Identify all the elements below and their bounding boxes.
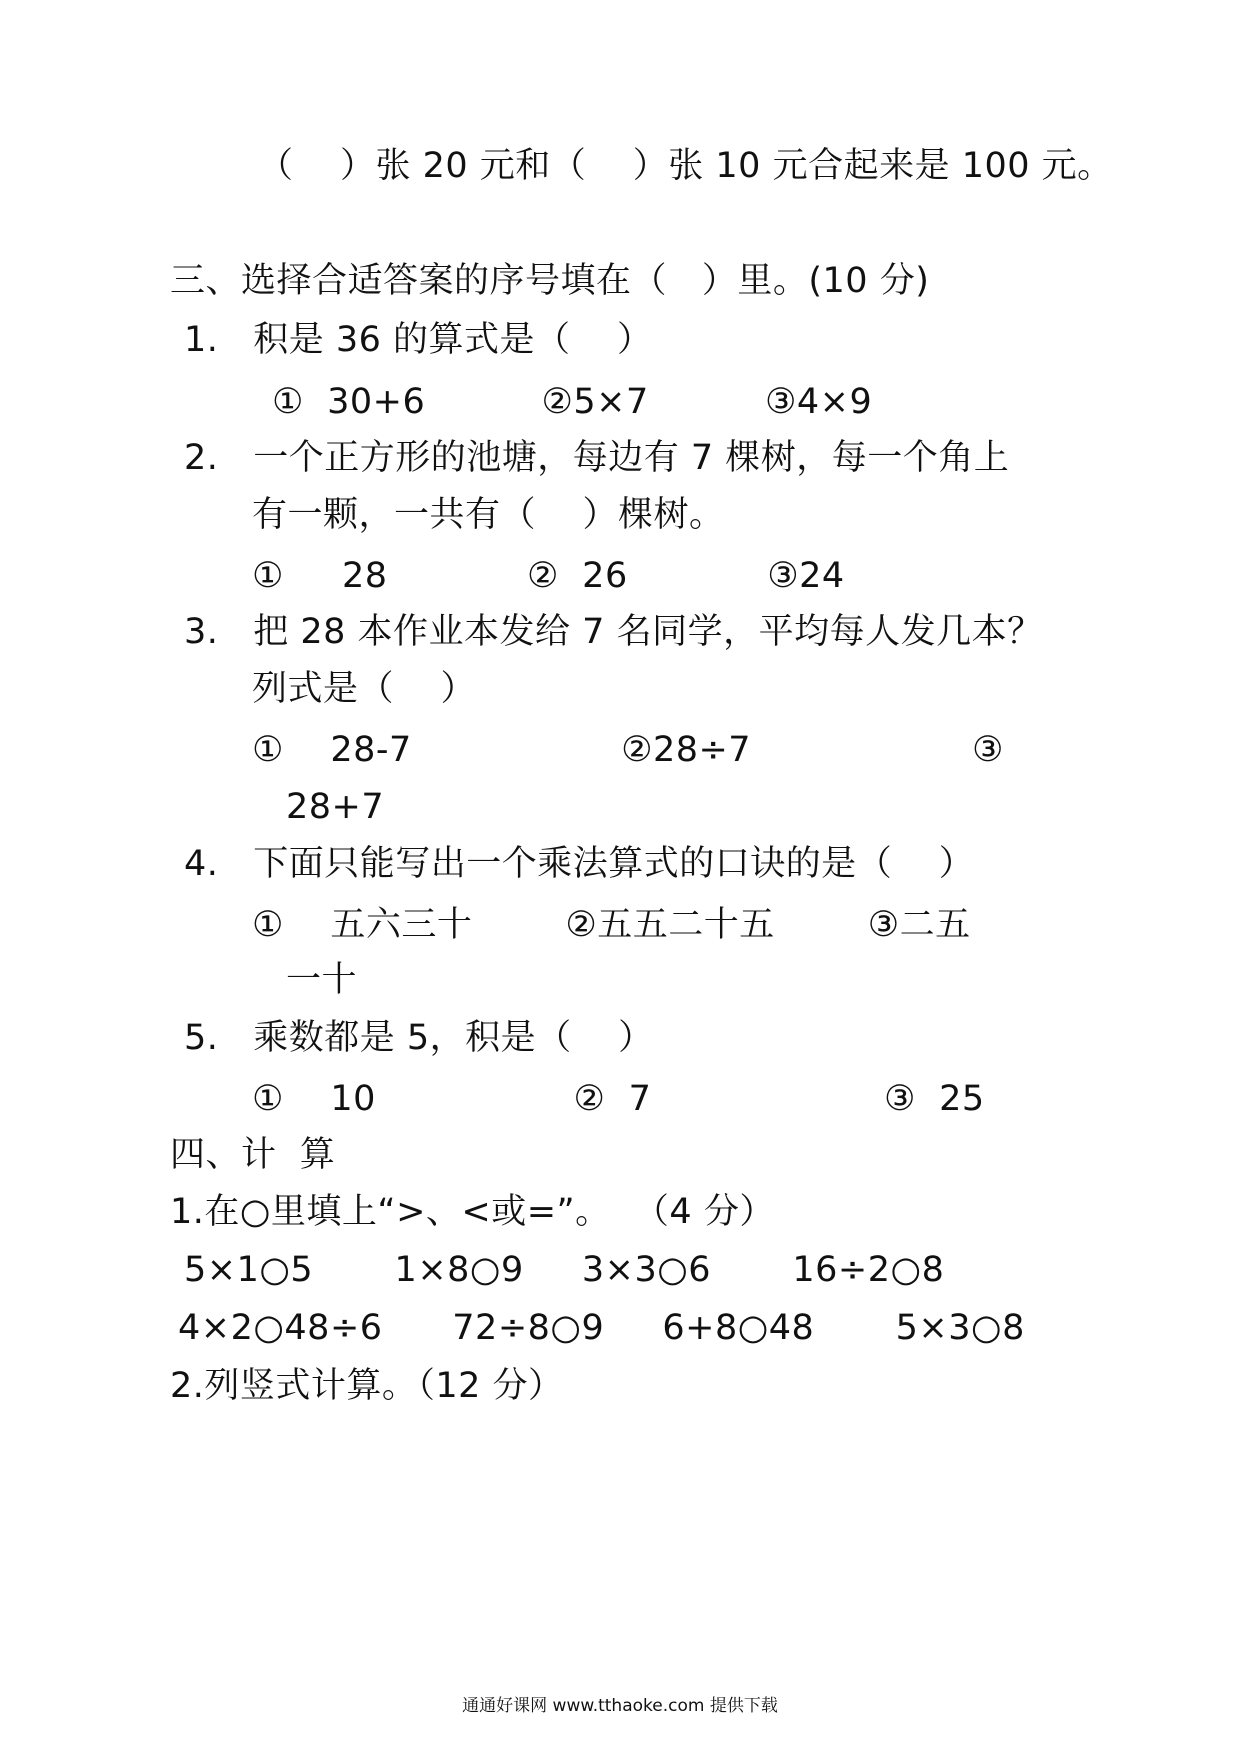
- q5-options: ① 10 ② 7 ③ 25: [252, 1079, 985, 1119]
- page-footer: 通通好课网 www.tthaoke.com 提供下载: [462, 1696, 778, 1716]
- q2-stem-cont: 有一颗，一共有（ ）棵树。: [252, 495, 725, 535]
- q4-stem: 4. 下面只能写出一个乘法算式的口诀的是（ ）: [184, 844, 975, 884]
- compare-row-1: 5×1○5 1×8○9 3×3○6 16÷2○8: [184, 1250, 945, 1290]
- q1-options: ① 30+6 ②5×7 ③4×9: [272, 382, 873, 422]
- part-2-heading: 2.列竖式计算。（12 分）: [170, 1366, 564, 1406]
- q2-stem: 2. 一个正方形的池塘，每边有 7 棵树，每一个角上: [184, 438, 1010, 478]
- part-1-heading: 1.在○里填上“>、<或=”。 （4 分）: [170, 1192, 775, 1232]
- q5-stem: 5. 乘数都是 5，积是（ ）: [184, 1018, 654, 1058]
- section-3-heading: 三、选择合适答案的序号填在（ ）里。(10 分): [170, 261, 930, 301]
- section-4-heading: 四、计 算: [170, 1135, 336, 1175]
- q4-options-cont: 一十: [286, 960, 358, 1000]
- q3-options-cont: 28+7: [286, 787, 385, 827]
- q3-stem: 3. 把 28 本作业本发给 7 名同学，平均每人发几本？: [184, 612, 1043, 652]
- q3-options: ① 28-7 ②28÷7 ③: [252, 730, 1004, 770]
- q1-stem: 1. 积是 36 的算式是（ ）: [184, 320, 653, 360]
- compare-row-2: 4×2○48÷6 72÷8○9 6+8○48 5×3○8: [178, 1308, 1025, 1348]
- q3-stem-cont: 列式是（ ）: [252, 669, 477, 709]
- q4-options: ① 五六三十 ②五五二十五 ③二五: [252, 905, 971, 945]
- q2-options: ① 28 ② 26 ③24: [252, 556, 845, 596]
- line-money: （ ）张 20 元和（ ）张 10 元合起来是 100 元。: [258, 146, 1113, 186]
